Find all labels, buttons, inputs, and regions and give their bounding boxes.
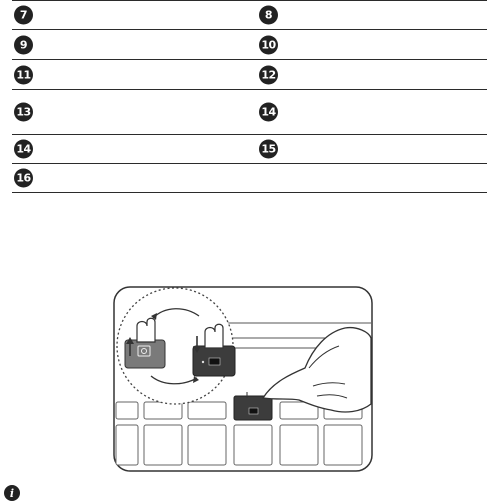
callout-badge-14: 14 [259,103,278,122]
legend-cell [259,103,284,122]
camera-icon [125,340,165,368]
legend-cell [14,6,39,25]
callout-badge-13: 13 [14,103,33,122]
callout-badge-11: 11 [14,65,33,84]
legend-row [12,135,487,164]
legend-row [12,90,487,135]
callout-badge-8: 8 [259,6,278,25]
legend-row [12,30,487,60]
legend-cell [14,103,39,122]
callout-badge-10: 10 [259,35,278,54]
callout-badge-15: 15 [259,140,278,159]
legend-cell [14,169,39,188]
legend-cell [14,65,39,84]
legend-cell [259,140,284,159]
legend-row [12,0,487,30]
legend-cell [259,35,284,54]
camera-key-pressed [193,346,235,376]
legend-row [12,164,487,193]
keyboard-camera-illustration [113,286,373,472]
callout-badge-16: 16 [14,169,33,188]
callout-legend-table [12,0,487,193]
legend-row [12,60,487,90]
legend-cell [259,65,284,84]
legend-cell [14,35,39,54]
info-icon: i [4,485,20,501]
legend-cell [259,6,284,25]
callout-badge-14: 14 [14,140,33,159]
callout-badge-9: 9 [14,35,33,54]
callout-badge-12: 12 [259,65,278,84]
callout-badge-7: 7 [14,6,33,25]
legend-cell [14,140,39,159]
